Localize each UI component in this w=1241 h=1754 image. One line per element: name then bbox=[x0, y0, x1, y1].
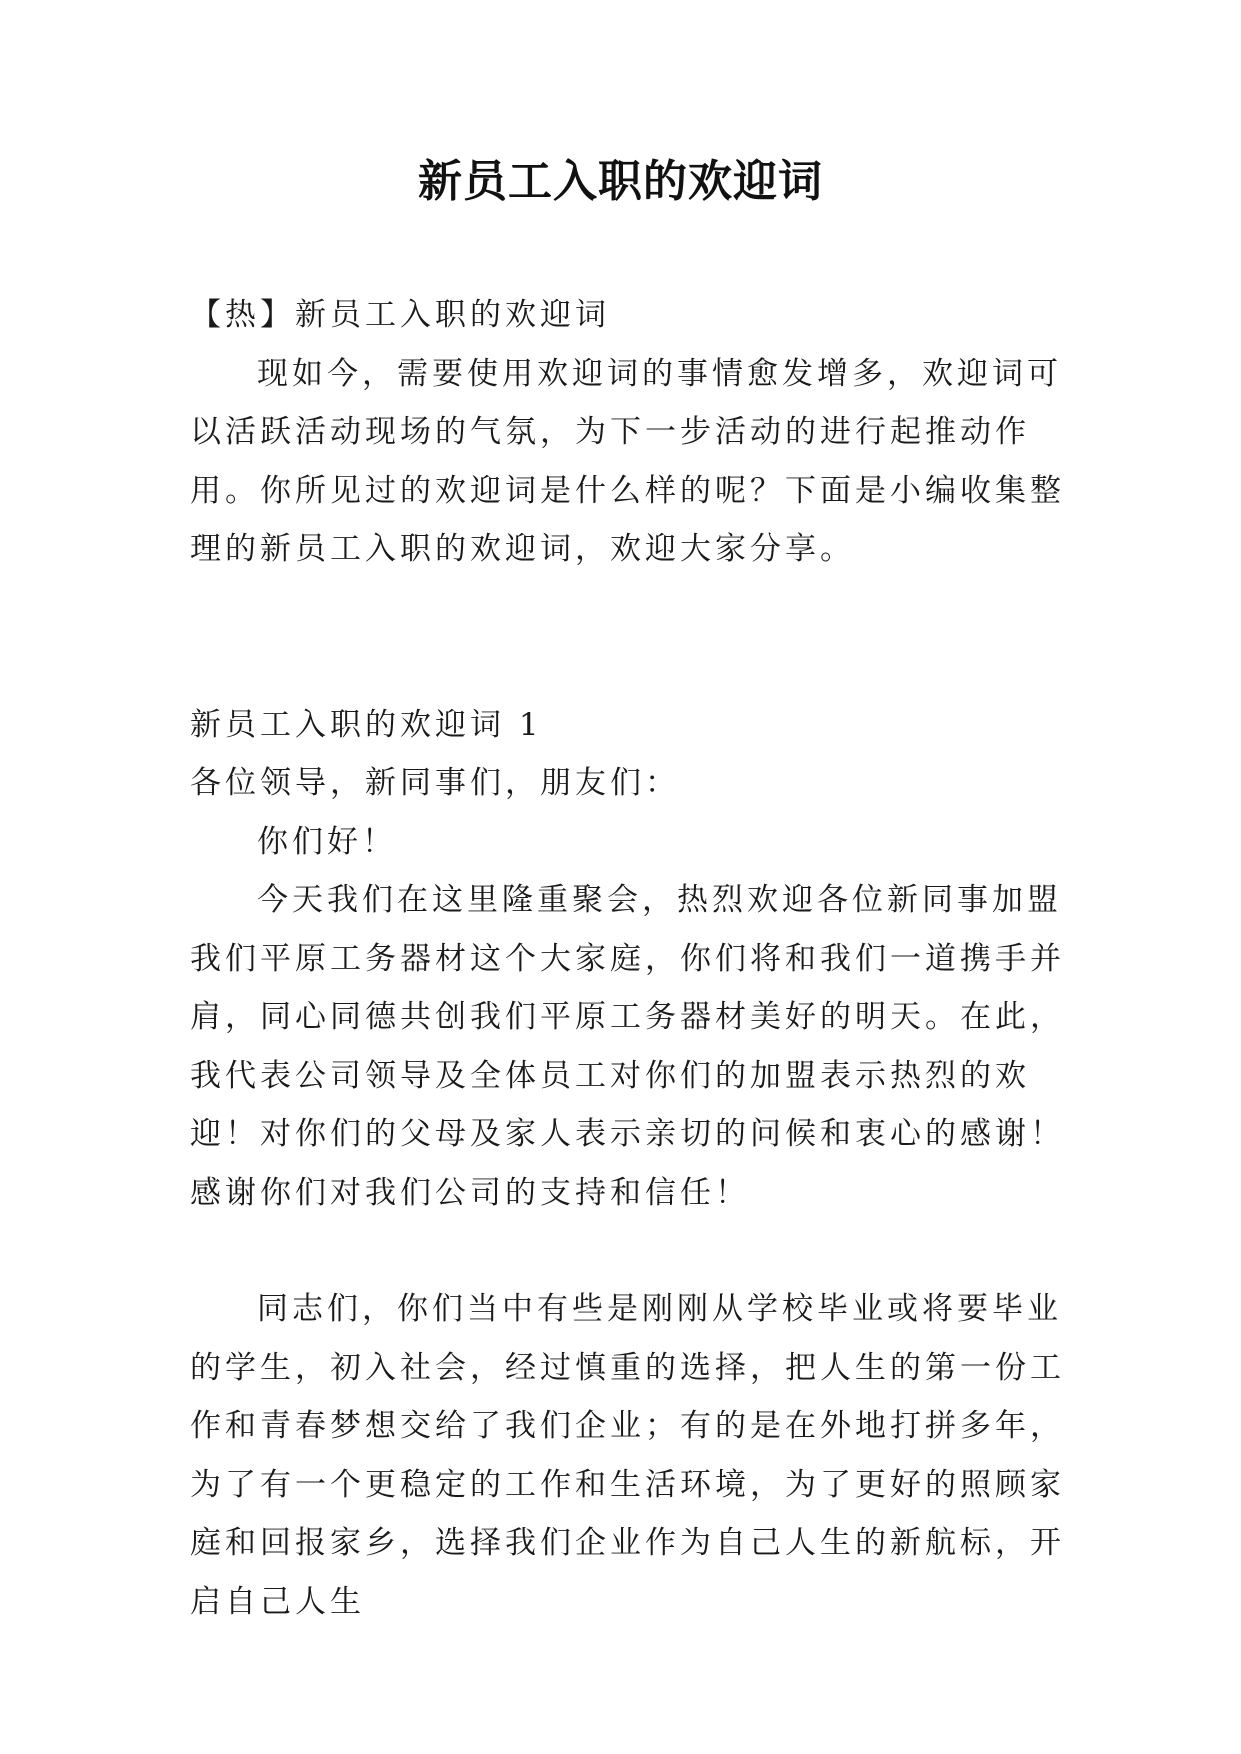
section-spacer bbox=[190, 579, 1070, 696]
salutation: 各位领导，新同事们，朋友们： bbox=[190, 765, 680, 801]
document-title: 新员工入职的欢迎词 bbox=[418, 156, 823, 207]
document-body bbox=[190, 286, 1070, 1631]
document-subtitle: 【热】新员工入职的欢迎词 bbox=[190, 297, 610, 333]
greeting: 你们好！ bbox=[257, 823, 397, 860]
body-paragraph-1: 今天我们在这里隆重聚会，热烈欢迎各位新同事加盟我们平原工务器材这个大家庭，你们将和我们一道携手并肩，同心同德共创我们平原工务器材美好的明天。在此，我代表公司领导及全体员工对你们的加盟表示热烈的欢迎！对你们的父母及家人表示亲切的问候和衷心的感谢！感谢你们对我们公司的支持和信任！ bbox=[190, 882, 1065, 1211]
paragraph-spacer bbox=[190, 1222, 1070, 1280]
section-heading: 新员工入职的欢迎词 1 bbox=[190, 706, 543, 743]
intro-paragraph: 现如今，需要使用欢迎词的事情愈发增多，欢迎词可以活跃活动现场的气氛，为下一步活动的进行起推动作用。你所见过的欢迎词是什么样的呢？下面是小编收集整理的新员工入职的欢迎词，欢迎大家分享。 bbox=[190, 355, 1065, 567]
body-paragraph-2: 同志们，你们当中有些是刚刚从学校毕业或将要毕业的学生，初入社会，经过慎重的选择，把人生的第一份工作和青春梦想交给了我们企业；有的是在外地打拼多年，为了有一个更稳定的工作和生活环境，为了更好的照顾家庭和回报家乡，选择我们企业作为自己人生的新航标，开启自己人生 bbox=[190, 1291, 1065, 1620]
